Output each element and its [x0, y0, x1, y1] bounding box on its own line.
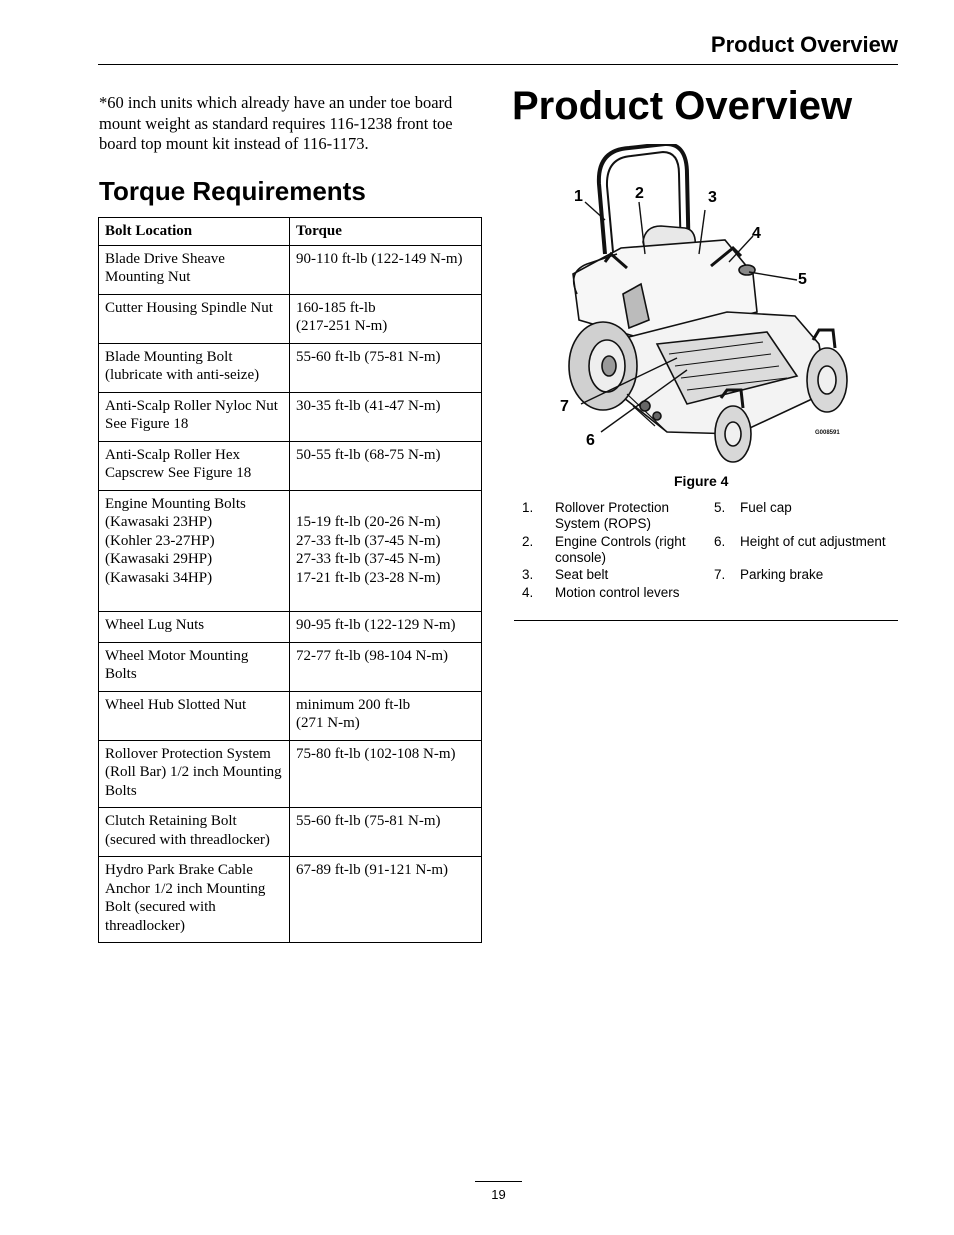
callout-2: 2 — [635, 185, 644, 202]
torque-cell: 75-80 ft-lb (102-108 N-m) — [290, 740, 482, 808]
torque-cell: 72-77 ft-lb (98-104 N-m) — [290, 642, 482, 691]
mower-figure — [557, 144, 857, 468]
legend-item — [714, 567, 898, 583]
kit-note: *60 inch units which already have an under toe board mount weight as standard requires 116-1238 front toe board top mount kit instead of 116-1173. — [99, 93, 453, 153]
bolt-location-cell: Anti-Scalp Roller Hex Capscrew See Figure 18 — [99, 441, 290, 490]
bolt-location-cell: Wheel Motor Mounting Bolts — [99, 642, 290, 691]
table-row — [99, 612, 482, 643]
legend-item-text: Parking brake — [740, 567, 824, 582]
table-row — [99, 490, 482, 612]
bolt-location-cell: Wheel Lug Nuts — [99, 612, 290, 643]
torque-cell: 55-60 ft-lb (75-81 N-m) — [290, 343, 482, 392]
legend-item-number: 7. — [714, 567, 726, 582]
legend-rule — [514, 620, 898, 621]
callout-5: 5 — [798, 271, 807, 288]
bolt-location-cell: Engine Mounting Bolts (Kawasaki 23HP) (Kohler 23-27HP) (Kawasaki 29HP) (Kawasaki 34HP) — [99, 490, 290, 612]
torque-cell: 90-95 ft-lb (122-129 N-m) — [290, 612, 482, 643]
bolt-location-cell: Rollover Protection System (Roll Bar) 1/2 inch Mounting Bolts — [99, 740, 290, 808]
header-rule — [98, 64, 898, 65]
torque-section-title: Torque Requirements — [99, 176, 366, 206]
legend-item-text: Seat belt — [555, 567, 609, 582]
legend-item-number: 1. — [522, 500, 534, 515]
figure-caption: Figure 4 — [674, 473, 729, 489]
callout-1: 1 — [574, 188, 583, 205]
torque-cell: 50-55 ft-lb (68-75 N-m) — [290, 441, 482, 490]
zero-turn-mower-illustration — [557, 144, 857, 468]
legend-item-number: 4. — [522, 585, 534, 600]
figure-id-label: G008591 — [815, 430, 840, 436]
column-header-torque: Torque — [290, 218, 482, 246]
table-row — [99, 294, 482, 343]
bolt-location-cell: Blade Drive Sheave Mounting Nut — [99, 245, 290, 294]
torque-table-header — [99, 218, 482, 246]
legend-item — [714, 534, 898, 550]
legend-item-number: 5. — [714, 500, 726, 515]
torque-cell: minimum 200 ft-lb (271 N-m) — [290, 691, 482, 740]
table-row — [99, 808, 482, 857]
legend-item — [522, 567, 702, 583]
callout-4: 4 — [752, 225, 761, 242]
torque-cell: 90-110 ft-lb (122-149 N-m) — [290, 245, 482, 294]
bolt-location-cell: Blade Mounting Bolt (lubricate with anti-seize) — [99, 343, 290, 392]
bolt-location-cell: Hydro Park Brake Cable Anchor 1/2 inch Mounting Bolt (secured with threadlocker) — [99, 857, 290, 943]
torque-cell: 30-35 ft-lb (41-47 N-m) — [290, 392, 482, 441]
legend-item-text: Rollover Protection System (ROPS) — [555, 500, 670, 531]
bolt-location-cell: Cutter Housing Spindle Nut — [99, 294, 290, 343]
legend-item-number: 3. — [522, 567, 534, 582]
torque-cell: 15-19 ft-lb (20-26 N-m) 27-33 ft-lb (37-45 N-m) 27-33 ft-lb (37-45 N-m) 17-21 ft-lb (23-28 N-m) — [290, 490, 482, 612]
table-row — [99, 740, 482, 808]
torque-cell: 67-89 ft-lb (91-121 N-m) — [290, 857, 482, 943]
table-row — [99, 441, 482, 490]
bolt-location-cell: Wheel Hub Slotted Nut — [99, 691, 290, 740]
legend-item-text: Height of cut adjustment — [740, 534, 886, 549]
callout-6: 6 — [586, 432, 595, 449]
legend-item — [714, 500, 898, 516]
legend-item — [522, 500, 702, 532]
legend-item — [522, 534, 702, 566]
table-row — [99, 857, 482, 943]
torque-cell: 55-60 ft-lb (75-81 N-m) — [290, 808, 482, 857]
table-row — [99, 642, 482, 691]
bolt-location-cell: Anti-Scalp Roller Nyloc Nut See Figure 18 — [99, 392, 290, 441]
column-header-bolt-location: Bolt Location — [99, 218, 290, 246]
legend-item-number: 6. — [714, 534, 726, 549]
torque-cell: 160-185 ft-lb (217-251 N-m) — [290, 294, 482, 343]
table-row — [99, 691, 482, 740]
legend-item-text: Engine Controls (right console) — [555, 534, 686, 565]
callout-7: 7 — [560, 398, 569, 415]
table-row — [99, 392, 482, 441]
torque-table — [98, 217, 482, 943]
running-header: Product Overview — [710, 32, 898, 57]
callout-3: 3 — [708, 189, 717, 206]
footer-rule — [475, 1181, 522, 1182]
table-row — [99, 343, 482, 392]
page-title: Product Overview — [512, 84, 853, 128]
legend-item-text: Motion control levers — [555, 585, 680, 600]
page-number: 19 — [491, 1187, 506, 1202]
legend-item-number: 2. — [522, 534, 534, 549]
legend-item — [522, 585, 702, 601]
table-row — [99, 245, 482, 294]
bolt-location-cell: Clutch Retaining Bolt (secured with threadlocker) — [99, 808, 290, 857]
legend-item-text: Fuel cap — [740, 500, 792, 515]
